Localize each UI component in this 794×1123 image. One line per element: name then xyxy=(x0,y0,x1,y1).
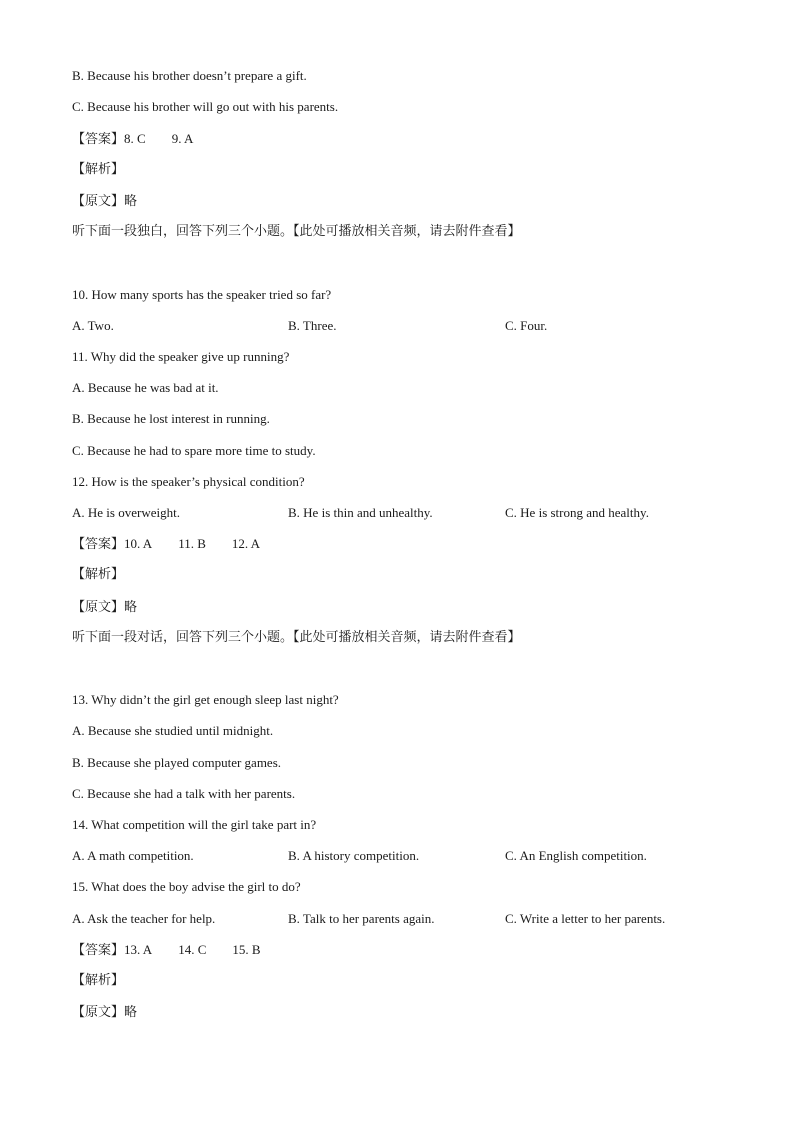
answer-label: 【答案】 xyxy=(72,943,125,958)
q15-option-b: B. Talk to her parents again. xyxy=(288,911,435,926)
q13-option-b: B. Because she played computer games. xyxy=(72,755,282,770)
q15-question: 15. What does the boy advise the girl to do? xyxy=(72,879,301,894)
q10-option-a: A. Two. xyxy=(72,318,114,333)
q11-option-a: A. Because he was bad at it. xyxy=(72,380,219,395)
answer-item: 13. A xyxy=(124,942,153,957)
monologue-instruction: 听下面一段独白，回答下列三个小题。【此处可播放相关音频，请去附件查看】 xyxy=(72,224,521,239)
q11-option-c: C. Because he had to spare more time to study. xyxy=(72,443,316,458)
q12-option-c: C. He is strong and healthy. xyxy=(505,505,649,520)
q14-option-c: C. An English competition. xyxy=(505,848,647,863)
q15-option-a: A. Ask the teacher for help. xyxy=(72,911,216,926)
q11-question: 11. Why did the speaker give up running? xyxy=(72,349,290,364)
original-row-2 xyxy=(72,599,137,616)
answer-row-1 xyxy=(72,131,219,148)
q12-option-a: A. He is overweight. xyxy=(72,505,180,520)
analysis-label-1: 【解析】 xyxy=(72,162,125,177)
q10-option-b: B. Three. xyxy=(288,318,337,333)
q10-question: 10. How many sports has the speaker tried so far? xyxy=(72,287,332,302)
analysis-label-3: 【解析】 xyxy=(72,973,125,988)
answer-item: 12. A xyxy=(231,536,261,551)
q13-question: 13. Why didn’t the girl get enough sleep last night? xyxy=(72,692,339,707)
answer-item: 14. C xyxy=(178,942,207,957)
q13-option-c: C. Because she had a talk with her parents. xyxy=(72,786,296,801)
q15-option-c: C. Write a letter to her parents. xyxy=(505,911,666,926)
answer-label: 【答案】 xyxy=(72,132,125,147)
answer-row-2 xyxy=(72,536,286,553)
q10-option-c: C. Four. xyxy=(505,318,548,333)
q13-option-a: A. Because she studied until midnight. xyxy=(72,723,274,738)
answer-label: 【答案】 xyxy=(72,537,125,552)
q14-option-b: B. A history competition. xyxy=(288,848,420,863)
original-text: 略 xyxy=(124,600,138,615)
original-label: 【原文】 xyxy=(72,600,125,615)
answer-item: 11. B xyxy=(178,536,206,551)
original-text: 略 xyxy=(124,194,138,209)
answer-item: 10. A xyxy=(124,536,153,551)
original-text: 略 xyxy=(124,1005,138,1020)
q12-question: 12. How is the speaker’s physical condition? xyxy=(72,474,305,489)
q11-option-b: B. Because he lost interest in running. xyxy=(72,411,270,426)
original-label: 【原文】 xyxy=(72,194,125,209)
analysis-label-2: 【解析】 xyxy=(72,567,125,582)
original-row-3 xyxy=(72,1004,137,1021)
q14-option-a: A. A math competition. xyxy=(72,848,194,863)
dialogue-instruction: 听下面一段对话，回答下列三个小题。【此处可播放相关音频，请去附件查看】 xyxy=(72,630,521,645)
original-label: 【原文】 xyxy=(72,1005,125,1020)
answer-item: 9. A xyxy=(171,131,194,146)
original-row-1 xyxy=(72,193,137,210)
q14-question: 14. What competition will the girl take part in? xyxy=(72,817,317,832)
answer-item: 8. C xyxy=(124,131,146,146)
q9-option-b: B. Because his brother doesn’t prepare a gift. xyxy=(72,68,307,83)
q12-option-b: B. He is thin and unhealthy. xyxy=(288,505,433,520)
answer-row-3 xyxy=(72,942,287,959)
q9-option-c: C. Because his brother will go out with his parents. xyxy=(72,99,339,114)
answer-item: 15. B xyxy=(232,942,261,957)
